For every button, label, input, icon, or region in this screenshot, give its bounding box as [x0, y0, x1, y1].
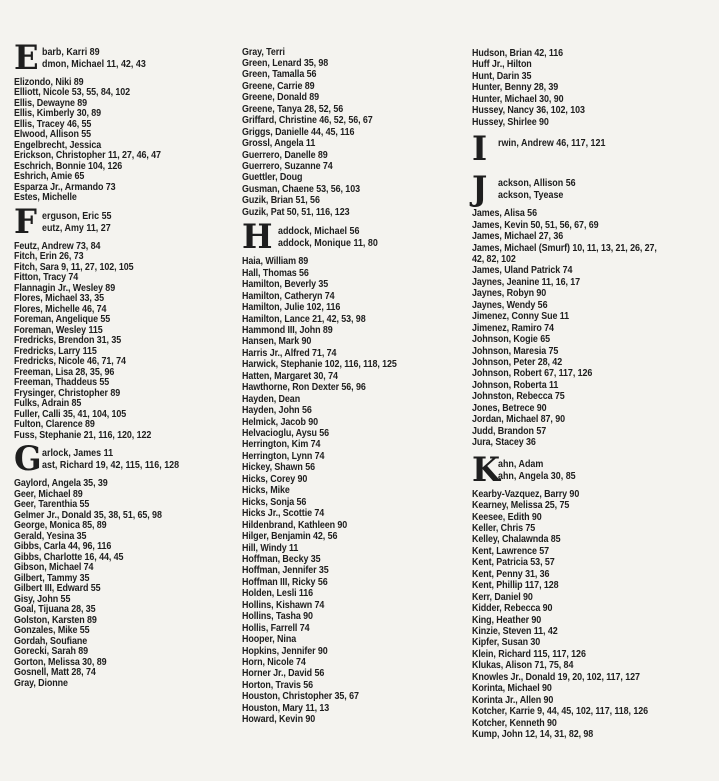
- index-entry: Fredricks, Larry 115: [14, 345, 97, 357]
- index-entry: James, Kevin 50, 51, 56, 67, 69: [472, 219, 599, 231]
- index-entry: Griggs, Danielle 44, 45, 116: [242, 126, 355, 138]
- index-entry: Hammond III, John 89: [242, 324, 333, 336]
- index-entry: Kelley, Chalawnda 85: [472, 534, 561, 546]
- index-entry: Howard, Kevin 90: [242, 714, 316, 726]
- index-entry: Grossl, Angela 11: [242, 138, 316, 150]
- index-entry: Eshrich, Amie 65: [14, 171, 85, 182]
- index-entry: Hoffman III, Ricky 56: [242, 576, 328, 588]
- index-entry: Foreman, Angelique 55: [14, 314, 111, 325]
- index-entry: Keesee, Edith 90: [472, 511, 542, 523]
- index-entry: Engelbrecht, Jessica: [14, 139, 102, 151]
- index-entry: Erickson, Christopher 11, 27, 46, 47: [14, 150, 161, 161]
- index-entry: Greene, Tanya 28, 52, 56: [242, 103, 344, 115]
- index-entry: Gosnell, Matt 28, 74: [14, 667, 96, 678]
- index-entry: Kerr, Daniel 90: [472, 591, 533, 603]
- index-entry: Hildenbrand, Kathleen 90: [242, 519, 348, 531]
- index-entry: Huff Jr., Hilton: [472, 59, 532, 71]
- index-entry: Haia, William 89: [242, 256, 309, 268]
- index-entry: Hollis, Farrell 74: [242, 622, 310, 634]
- drop-cap: I: [472, 129, 488, 170]
- index-entry: Golston, Karsten 89: [14, 614, 97, 626]
- index-entry: Hatten, Margaret 30, 74: [242, 370, 338, 382]
- index-entry: James, Alisa 56: [472, 208, 537, 220]
- index-entry: Gorecki, Sarah 89: [14, 646, 89, 657]
- index-entry: Kidder, Rebecca 90: [472, 603, 553, 615]
- index-entry: Jura, Stacey 36: [472, 437, 536, 449]
- index-entry: Horner Jr., David 56: [242, 668, 325, 680]
- index-entry: King, Heather 90: [472, 614, 542, 626]
- index-entry: Ellis, Dewayne 89: [14, 97, 88, 109]
- index-entry: Herrington, Kim 74: [242, 439, 321, 451]
- index-entry: Kent, Phillip 117, 128: [472, 580, 559, 592]
- index-entry: eutz, Amy 11, 27: [42, 222, 111, 234]
- index-entry: Green, Tamalla 56: [242, 69, 317, 81]
- index-entry: Hoffman, Becky 35: [242, 553, 321, 565]
- index-entry: Elliott, Nicole 53, 55, 84, 102: [14, 87, 131, 98]
- index-entry: Fredricks, Nicole 46, 71, 74: [14, 356, 126, 367]
- index-entry: Kinzie, Steven 11, 42: [472, 626, 558, 637]
- index-entry: Hamilton, Julie 102, 116: [242, 302, 341, 314]
- index-entry: Helmick, Jacob 90: [242, 416, 319, 428]
- index-entry: ackson, Allison 56: [498, 178, 576, 190]
- index-entry: addock, Monique 11, 80: [278, 238, 378, 250]
- index-entry: Hansen, Mark 90: [242, 336, 312, 348]
- index-entry: Hamilton, Beverly 35: [242, 279, 329, 291]
- index-entry: Hicks Jr., Scottie 74: [242, 508, 325, 520]
- index-entry: Hickey, Shawn 56: [242, 462, 315, 474]
- index-entry: Guerrero, Suzanne 74: [242, 161, 333, 172]
- index-entry: Gibson, Michael 74: [14, 562, 94, 573]
- index-entry: rwin, Andrew 46, 117, 121: [498, 138, 606, 150]
- index-entry: Fuller, Calli 35, 41, 104, 105: [14, 408, 127, 420]
- drop-cap: H: [242, 217, 273, 258]
- index-entry: 42, 82, 102: [472, 253, 516, 265]
- index-entry: Korinta, Michael 90: [472, 683, 552, 695]
- index-entry: Guzik, Brian 51, 56: [242, 195, 320, 207]
- index-entry: arlock, James 11: [42, 448, 114, 459]
- index-entry: ahn, Angela 30, 85: [498, 470, 576, 482]
- index-entry: Kent, Penny 31, 36: [472, 568, 550, 580]
- index-entry: dmon, Michael 11, 42, 43: [42, 58, 146, 70]
- index-entry: Fulks, Adrain 85: [14, 398, 82, 409]
- index-entry: Geer, Tarenthia 55: [14, 499, 90, 510]
- index-entry: Freeman, Thaddeus 55: [14, 377, 110, 388]
- index-entry: Gibbs, Carla 44, 96, 116: [14, 541, 112, 552]
- index-entry: ahn, Adam: [498, 458, 544, 470]
- index-entry: Fredricks, Brendon 31, 35: [14, 335, 122, 346]
- index-entry: Hicks, Corey 90: [242, 473, 308, 485]
- index-entry: Freeman, Lisa 28, 35, 96: [14, 366, 115, 378]
- index-entry: Horn, Nicole 74: [242, 657, 306, 668]
- index-entry: Gonzales, Mike 55: [14, 625, 90, 636]
- index-entry: Gordah, Soufiane: [14, 635, 88, 647]
- index-entry: Guettler, Doug: [242, 172, 303, 184]
- drop-cap: G: [14, 439, 42, 479]
- index-entry: Eschrich, Bonnie 104, 126: [14, 160, 123, 172]
- index-entry: Foreman, Wesley 115: [14, 324, 103, 336]
- index-entry: Greene, Carrie 89: [242, 80, 315, 92]
- index-entry: Ellis, Tracey 46, 55: [14, 118, 92, 130]
- index-entry: Kent, Lawrence 57: [472, 545, 550, 557]
- index-entry: Hawthorne, Ron Dexter 56, 96: [242, 382, 366, 394]
- index-entry: Gibbs, Charlotte 16, 44, 45: [14, 551, 124, 563]
- drop-cap: J: [472, 169, 488, 210]
- index-entry: Flannagin Jr., Wesley 89: [14, 282, 116, 294]
- index-entry: Harris Jr., Alfred 71, 74: [242, 347, 337, 359]
- index-entry: Hussey, Shirlee 90: [472, 116, 549, 128]
- index-entry: Keller, Chris 75: [472, 522, 536, 534]
- index-entry: Johnston, Rebecca 75: [472, 391, 565, 403]
- index-entry: James, Uland Patrick 74: [472, 265, 573, 277]
- index-entry: Johnson, Peter 28, 42: [472, 357, 563, 368]
- index-entry: Jimenez, Ramiro 74: [472, 322, 554, 334]
- index-entry: Hayden, Dean: [242, 393, 301, 405]
- index-entry: Fitch, Sara 9, 11, 27, 102, 105: [14, 261, 134, 273]
- index-entry: Hopkins, Jennifer 90: [242, 645, 328, 657]
- index-entry: Jaynes, Jeanine 11, 16, 17: [472, 276, 581, 288]
- index-entry: Fulton, Clarence 89: [14, 419, 95, 430]
- index-entry: Gusman, Chaene 53, 56, 103: [242, 183, 360, 195]
- drop-cap: F: [14, 201, 37, 242]
- index-entry: Horton, Travis 56: [242, 679, 314, 691]
- index-entry: Hunter, Michael 30, 90: [472, 93, 564, 105]
- index-entry: Gray, Dionne: [14, 677, 68, 689]
- index-entry: Kearby-Vazquez, Barry 90: [472, 488, 580, 500]
- index-entry: Holden, Lesli 116: [242, 588, 314, 600]
- index-entry: Feutz, Andrew 73, 84: [14, 240, 101, 252]
- index-entry: Jaynes, Wendy 56: [472, 299, 548, 311]
- index-entry: Houston, Mary 11, 13: [242, 702, 330, 714]
- index-entry: Kearney, Melissa 25, 75: [472, 500, 570, 512]
- index-entry: Klein, Richard 115, 117, 126: [472, 648, 586, 660]
- index-entry: Houston, Christopher 35, 67: [242, 691, 359, 703]
- index-entry: Frysinger, Christopher 89: [14, 387, 121, 399]
- index-entry: Guzik, Pat 50, 51, 116, 123: [242, 206, 350, 218]
- index-entry: Klukas, Alison 71, 75, 84: [472, 660, 574, 672]
- index-entry: Gilbert, Tammy 35: [14, 572, 90, 584]
- index-entry: Estes, Michelle: [14, 192, 77, 203]
- index-entry: Hamilton, Catheryn 74: [242, 290, 335, 302]
- index-entry: Kipfer, Susan 30: [472, 637, 541, 649]
- index-entry: George, Monica 85, 89: [14, 520, 107, 531]
- index-entry: Goal, Tijuana 28, 35: [14, 604, 96, 615]
- index-entry: ackson, Tyease: [498, 190, 564, 202]
- index-entry: Gerald, Yesina 35: [14, 530, 87, 542]
- index-entry: Hoffman, Jennifer 35: [242, 565, 329, 577]
- index-entry: Hill, Windy 11: [242, 542, 299, 554]
- index-entry: Gorton, Melissa 30, 89: [14, 656, 107, 668]
- index-entry: Gelmer Jr., Donald 35, 38, 51, 65, 98: [14, 509, 162, 521]
- index-entry: Gaylord, Angela 35, 39: [14, 478, 108, 489]
- index-entry: Jimenez, Conny Sue 11: [472, 311, 570, 323]
- index-entry: Johnson, Roberta 11: [472, 379, 559, 391]
- index-entry: Elizondo, Niki 89: [14, 76, 84, 88]
- index-entry: Gisy, John 55: [14, 593, 71, 605]
- index-entry: Herrington, Lynn 74: [242, 450, 325, 462]
- index-entry: Korinta Jr., Allen 90: [472, 694, 554, 706]
- index-entry: Hudson, Brian 42, 116: [472, 48, 564, 59]
- index-entry: Fuss, Stephanie 21, 116, 120, 122: [14, 429, 152, 441]
- index-entry: James, Michael (Smurf) 10, 11, 13, 21, 26, 27,: [472, 242, 657, 254]
- drop-cap: K: [472, 449, 501, 490]
- index-entry: Helvacioglu, Aysu 56: [242, 428, 330, 439]
- index-entry: erguson, Eric 55: [42, 210, 112, 222]
- index-entry: Kent, Patricia 53, 57: [472, 557, 555, 569]
- index-entry: Kump, John 12, 14, 31, 82, 98: [472, 729, 594, 741]
- index-entry: Hollins, Tasha 90: [242, 611, 313, 623]
- index-entry: Hollins, Kishawn 74: [242, 599, 325, 611]
- index-entry: ast, Richard 19, 42, 115, 116, 128: [42, 460, 180, 471]
- index-entry: Harwick, Stephanie 102, 116, 118, 125: [242, 359, 397, 371]
- index-entry: Hilger, Benjamin 42, 56: [242, 531, 338, 543]
- index-entry: Hall, Thomas 56: [242, 267, 309, 279]
- index-entry: Fitton, Tracy 74: [14, 272, 79, 283]
- index-entry: Green, Lenard 35, 98: [242, 57, 329, 69]
- index-entry: Gray, Terri: [242, 46, 285, 58]
- index-entry: Knowles Jr., Donald 19, 20, 102, 117, 127: [472, 671, 640, 683]
- index-entry: Hunt, Darin 35: [472, 70, 532, 82]
- index-entry: Johnson, Maresia 75: [472, 345, 559, 357]
- index-entry: Flores, Michelle 46, 74: [14, 303, 107, 315]
- index-entry: Jordan, Michael 87, 90: [472, 414, 565, 426]
- index-entry: Kotcher, Karrie 9, 44, 45, 102, 117, 118, 126: [472, 706, 648, 718]
- index-entry: Ellis, Kimberly 30, 89: [14, 108, 102, 119]
- drop-cap: E: [14, 37, 39, 78]
- index-entry: Jaynes, Robyn 90: [472, 288, 547, 300]
- index-entry: addock, Michael 56: [278, 226, 360, 238]
- index-entry: Guerrero, Danelle 89: [242, 149, 328, 161]
- index-entry: Johnson, Robert 67, 117, 126: [472, 368, 593, 380]
- index-entry: Hussey, Nancy 36, 102, 103: [472, 105, 585, 117]
- index-entry: barb, Karri 89: [42, 46, 100, 58]
- index-entry: Kotcher, Kenneth 90: [472, 717, 557, 729]
- index-entry: Esparza Jr., Armando 73: [14, 181, 116, 193]
- index-entry: Jones, Betrece 90: [472, 402, 547, 414]
- index-entry: Johnson, Kogie 65: [472, 334, 550, 346]
- index-entry: Geer, Michael 89: [14, 488, 83, 500]
- index-entry: James, Michael 27, 36: [472, 231, 564, 243]
- index-entry: Griffard, Christine 46, 52, 56, 67: [242, 115, 373, 127]
- index-entry: Gilbert III, Edward 55: [14, 583, 101, 594]
- index-entry: Flores, Michael 33, 35: [14, 293, 105, 304]
- index-entry: Hamilton, Lance 21, 42, 53, 98: [242, 313, 366, 325]
- index-entry: Fitch, Erin 26, 73: [14, 251, 84, 262]
- index-entry: Judd, Brandon 57: [472, 425, 547, 437]
- index-entry: Hooper, Nina: [242, 634, 297, 646]
- index-entry: Hicks, Sonja 56: [242, 496, 307, 508]
- index-entry: Hayden, John 56: [242, 405, 312, 417]
- index-entry: Greene, Donald 89: [242, 92, 320, 104]
- index-entry: Hunter, Benny 28, 39: [472, 82, 559, 94]
- index-entry: Hicks, Mike: [242, 485, 290, 497]
- index-entry: Elwood, Allison 55: [14, 129, 92, 140]
